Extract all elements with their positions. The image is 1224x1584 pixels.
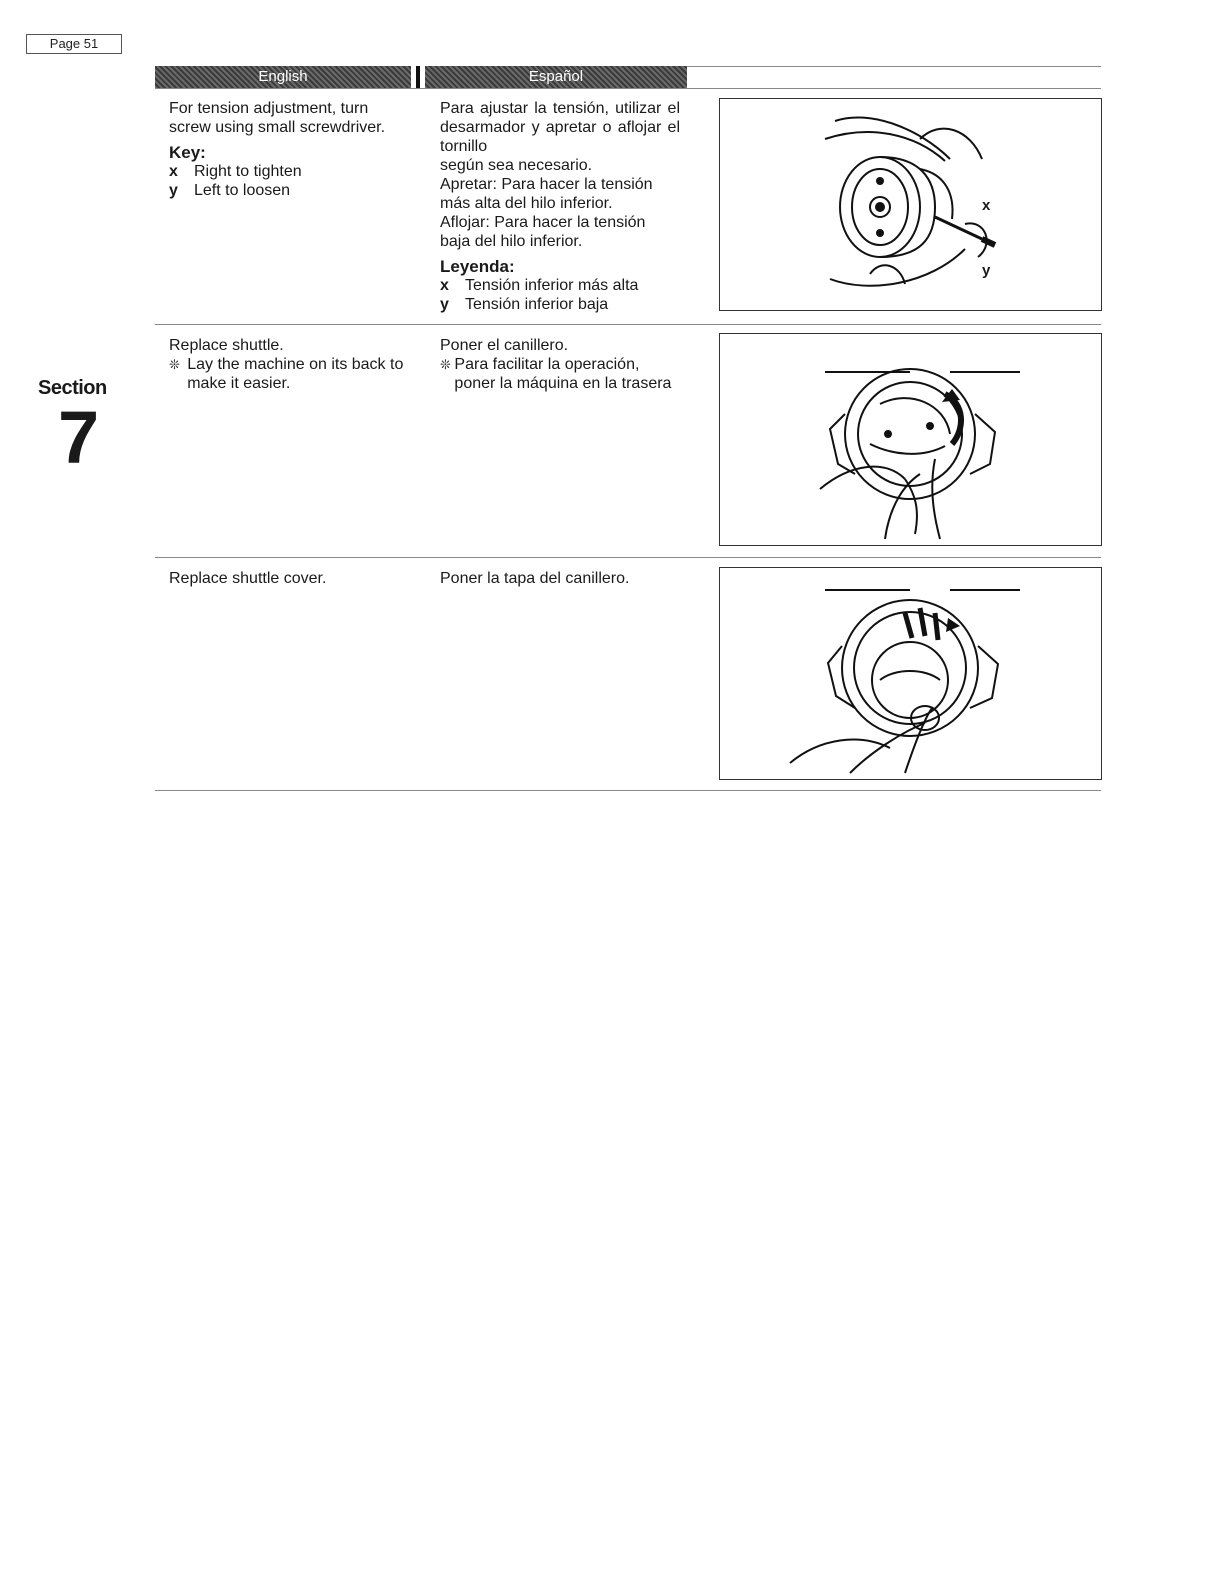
row-divider — [155, 790, 1101, 791]
page-label: Page 51 — [26, 34, 122, 54]
row-divider — [155, 324, 1101, 325]
key-letter: x — [440, 277, 449, 294]
note-asterisk-icon: ❊ — [440, 357, 451, 372]
step-1-spanish-line: según sea necesario. — [440, 157, 593, 174]
step-3-spanish-text: Poner la tapa del canillero. — [440, 570, 630, 587]
key-row — [169, 162, 414, 181]
step-2-english — [169, 336, 414, 393]
header-bottom-rule — [155, 88, 1101, 89]
row-divider — [155, 557, 1101, 558]
key-row — [440, 276, 680, 295]
note-text: Para facilitar la operación, poner la máquina en la trasera — [454, 356, 672, 392]
step-1-leyenda-title: Leyenda: — [440, 257, 515, 276]
bobbin-case-illustration — [720, 99, 1101, 310]
step-3-spanish — [440, 569, 680, 588]
header-separator — [411, 66, 425, 88]
spanish-column-header: Español — [425, 66, 687, 88]
key-letter: y — [169, 182, 178, 199]
figure-bobbin-tension — [719, 98, 1102, 311]
step-2-english-text: Replace shuttle. — [169, 337, 284, 354]
step-1-spanish-line: Aflojar: Para hacer la tensión baja del hilo inferior. — [440, 214, 646, 250]
key-row — [440, 295, 680, 314]
step-1-spanish-line: Apretar: Para hacer la tensión más alta del hilo inferior. — [440, 176, 653, 212]
step-2-spanish-text: Poner el canillero. — [440, 337, 569, 354]
note-asterisk-icon: ❊ — [169, 357, 180, 372]
shuttle-cover-illustration — [720, 568, 1101, 779]
key-text: Left to loosen — [194, 182, 291, 199]
figure-label-x: x — [982, 197, 991, 214]
step-3-english — [169, 569, 414, 588]
step-1-spanish — [440, 99, 680, 314]
key-letter: x — [169, 163, 178, 180]
step-1-spanish-line: Para ajustar la tensión, utilizar el desarmador y apretar o aflojar el tornillo — [440, 100, 680, 155]
header-rule — [687, 66, 1101, 67]
step-1-english — [169, 99, 414, 200]
step-2-spanish — [440, 336, 680, 393]
key-text: Tensión inferior más alta — [465, 277, 639, 294]
figure-replace-shuttle-cover — [719, 567, 1102, 780]
english-column-header: English — [155, 66, 411, 88]
key-row — [169, 181, 414, 200]
step-2-english-note — [169, 355, 414, 393]
key-letter: y — [440, 296, 449, 313]
figure-label-y: y — [982, 262, 991, 279]
key-text: Right to tighten — [194, 163, 302, 180]
section-number: 7 — [58, 396, 100, 479]
step-1-key-title: Key: — [169, 143, 206, 162]
step-2-spanish-note — [440, 355, 680, 393]
shuttle-insertion-illustration — [720, 334, 1101, 545]
key-text: Tensión inferior baja — [465, 296, 609, 313]
step-1-english-text: For tension adjustment, turn screw using small screwdriver. — [169, 100, 386, 136]
note-text: Lay the machine on its back to make it easier. — [187, 356, 404, 392]
step-3-english-text: Replace shuttle cover. — [169, 570, 327, 587]
section-label: Section — [38, 377, 107, 399]
figure-replace-shuttle — [719, 333, 1102, 546]
